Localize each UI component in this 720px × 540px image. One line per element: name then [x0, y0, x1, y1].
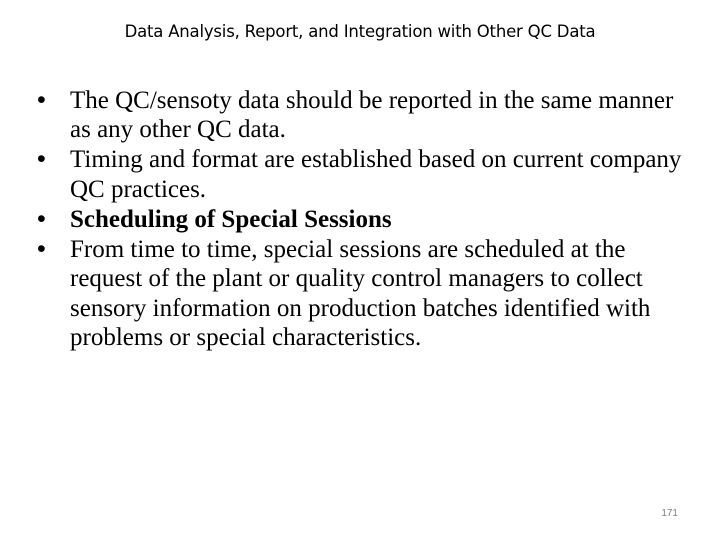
bullet-text: The QC/sensoty data should be reported in the same manner as any other QC data.: [70, 87, 674, 144]
page-number: 171: [661, 508, 678, 519]
bullet-text: Scheduling of Special Sessions: [70, 205, 392, 233]
bullet-item-special-sessions: [37, 235, 687, 353]
bullet-list: [37, 86, 687, 353]
bullet-icon: •: [37, 145, 46, 174]
bullet-item-timing: [37, 145, 687, 204]
bullet-text: From time to time, special sessions are scheduled at the request of the plant or quality control managers to collect sensory information on production batches identified with problems or special characteristics.: [70, 235, 651, 352]
bullet-icon: •: [37, 234, 46, 263]
bullet-icon: •: [37, 204, 46, 233]
slide-title: Data Analysis, Report, and Integration with Other QC Data: [124, 22, 596, 41]
bullet-item-reporting: [37, 86, 687, 145]
bullet-item-scheduling-heading: [37, 205, 687, 234]
bullet-text: Timing and format are established based on current company QC practices.: [70, 146, 682, 203]
bullet-icon: •: [37, 86, 46, 114]
